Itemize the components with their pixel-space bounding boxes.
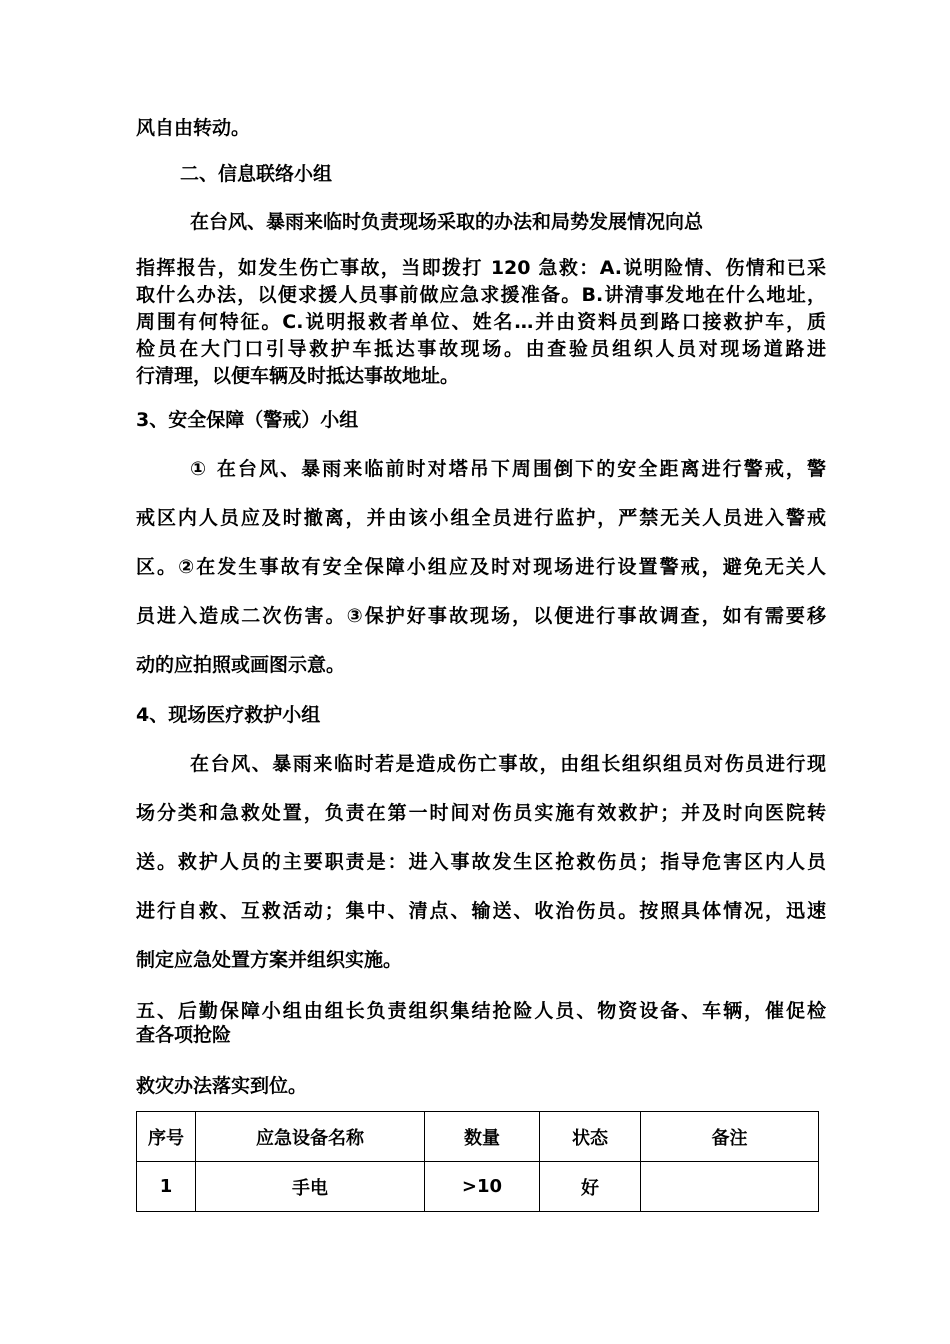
paragraph-line: 周围有何特征。C.说明报救者单位、姓名…并由资料员到路口接救护车，质	[136, 311, 826, 333]
paragraph-line: 送。救护人员的主要职责是：进入事故发生区抢救伤员；指导危害区内人员	[136, 851, 826, 873]
paragraph-line: 在台风、暴雨来临时若是造成伤亡事故，由组长组织组员对伤员进行现	[190, 753, 826, 775]
paragraph-line: 动的应拍照或画图示意。	[136, 654, 346, 676]
info-group-first-line: 在台风、暴雨来临时负责现场采取的办法和局势发展情况向总	[190, 211, 704, 233]
table-row	[137, 1162, 819, 1212]
paragraph-line: 制定应急处置方案并组织实施。	[136, 949, 403, 971]
paragraph-line: 行清理，以便车辆及时抵达事故地址。	[136, 365, 460, 387]
table-header-cell: 状态	[540, 1112, 641, 1162]
paragraph-line: 员进入造成二次伤害。③保护好事故现场，以便进行事故调查，如有需要移	[136, 605, 826, 627]
paragraph-line: 戒区内人员应及时撤离，并由该小组全员进行监护，严禁无关人员进入警戒	[136, 507, 826, 529]
table-cell: >10	[425, 1162, 540, 1212]
paragraph-line: 五、后勤保障小组由组长负责组织集结抢险人员、物资设备、车辆，催促检	[136, 1000, 826, 1022]
logistics-group-paragraph	[136, 999, 826, 1047]
info-group-paragraph	[136, 255, 826, 390]
info-group-heading: 二、信息联络小组	[180, 163, 333, 185]
paragraph-line: 查各项抢险	[136, 1024, 232, 1046]
table-cell	[641, 1162, 819, 1212]
table-header-cell: 备注	[641, 1112, 819, 1162]
paragraph-line: 场分类和急救处置，负责在第一时间对伤员实施有效救护；并及时向医院转	[136, 802, 826, 824]
medical-group-heading: 4、现场医疗救护小组	[136, 704, 321, 726]
paragraph-line: ① 在台风、暴雨来临前时对塔吊下周围倒下的安全距离进行警戒，警	[190, 458, 826, 480]
table-cell: 1	[137, 1162, 196, 1212]
paragraph-line: 进行自救、互救活动；集中、清点、输送、收治伤员。按照具体情况，迅速	[136, 900, 826, 922]
paragraph-line: 指挥报告，如发生伤亡事故，当即拨打 120 急救：A.说明险情、伤情和已采	[136, 257, 826, 279]
paragraph-line: 区。②在发生事故有安全保障小组应及时对现场进行设置警戒，避免无关人	[136, 556, 826, 578]
table-cell: 手电	[196, 1162, 425, 1212]
table-header-cell: 应急设备名称	[196, 1112, 425, 1162]
logistics-tail: 救灾办法落实到位。	[136, 1075, 308, 1097]
table-header-cell: 序号	[137, 1112, 196, 1162]
table-header-row	[137, 1112, 819, 1162]
table-cell: 好	[540, 1162, 641, 1212]
security-group-heading: 3、安全保障（警戒）小组	[136, 409, 359, 431]
table-header-cell: 数量	[425, 1112, 540, 1162]
paragraph-line: 取什么办法，以便求援人员事前做应急求援准备。B.讲清事发地在什么地址，	[136, 284, 826, 306]
paragraph-line: 检员在大门口引导救护车抵达事故现场。由查验员组织人员对现场道路进	[136, 338, 826, 360]
continuation-text: 风自由转动。	[136, 117, 251, 139]
equipment-table	[136, 1111, 819, 1212]
